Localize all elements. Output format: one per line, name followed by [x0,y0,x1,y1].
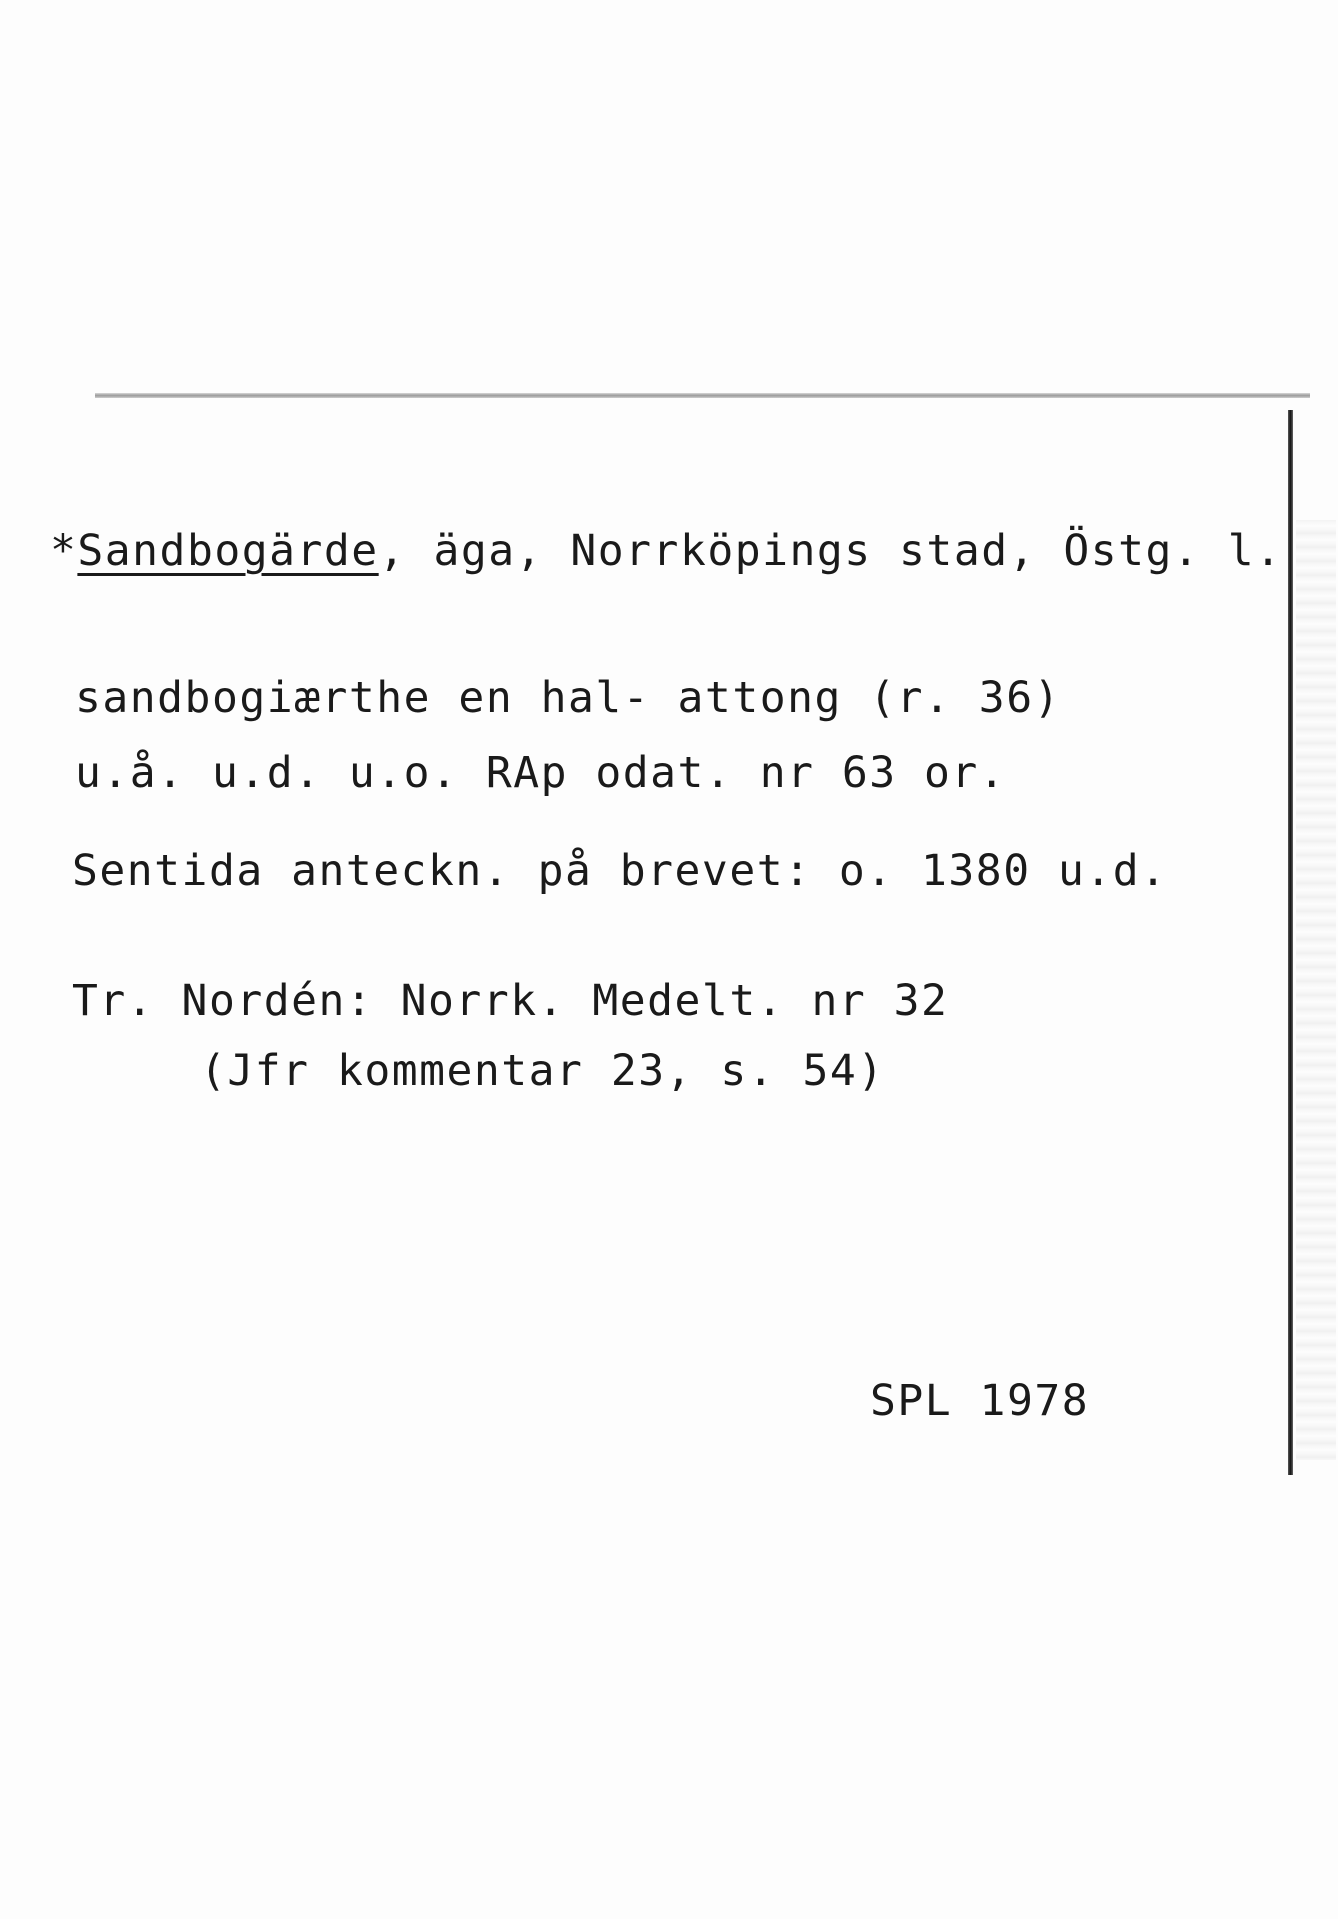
comment-reference-line: (Jfr kommentar 23, s. 54) [200,1046,885,1096]
form-line: sandbogiærthe en hal- attong (r. 36) [75,673,1061,723]
card-top-edge [95,393,1310,398]
signature: SPL 1978 [870,1376,1090,1426]
margin-smudge [1296,520,1336,1460]
source-line: u.å. u.d. u.o. RAp odat. nr 63 or. [75,748,1007,798]
card-right-edge [1288,410,1293,1475]
headword: Sandbogärde [77,526,379,576]
note-line: Sentida anteckn. på brevet: o. 1380 u.d. [72,846,1168,896]
card-title-line [50,526,1283,576]
print-reference-line: Tr. Nordén: Norrk. Medelt. nr 32 [72,976,949,1026]
asterisk-mark: * [50,526,78,576]
title-rest: , äga, Norrköpings stad, Östg. l. [378,526,1283,576]
